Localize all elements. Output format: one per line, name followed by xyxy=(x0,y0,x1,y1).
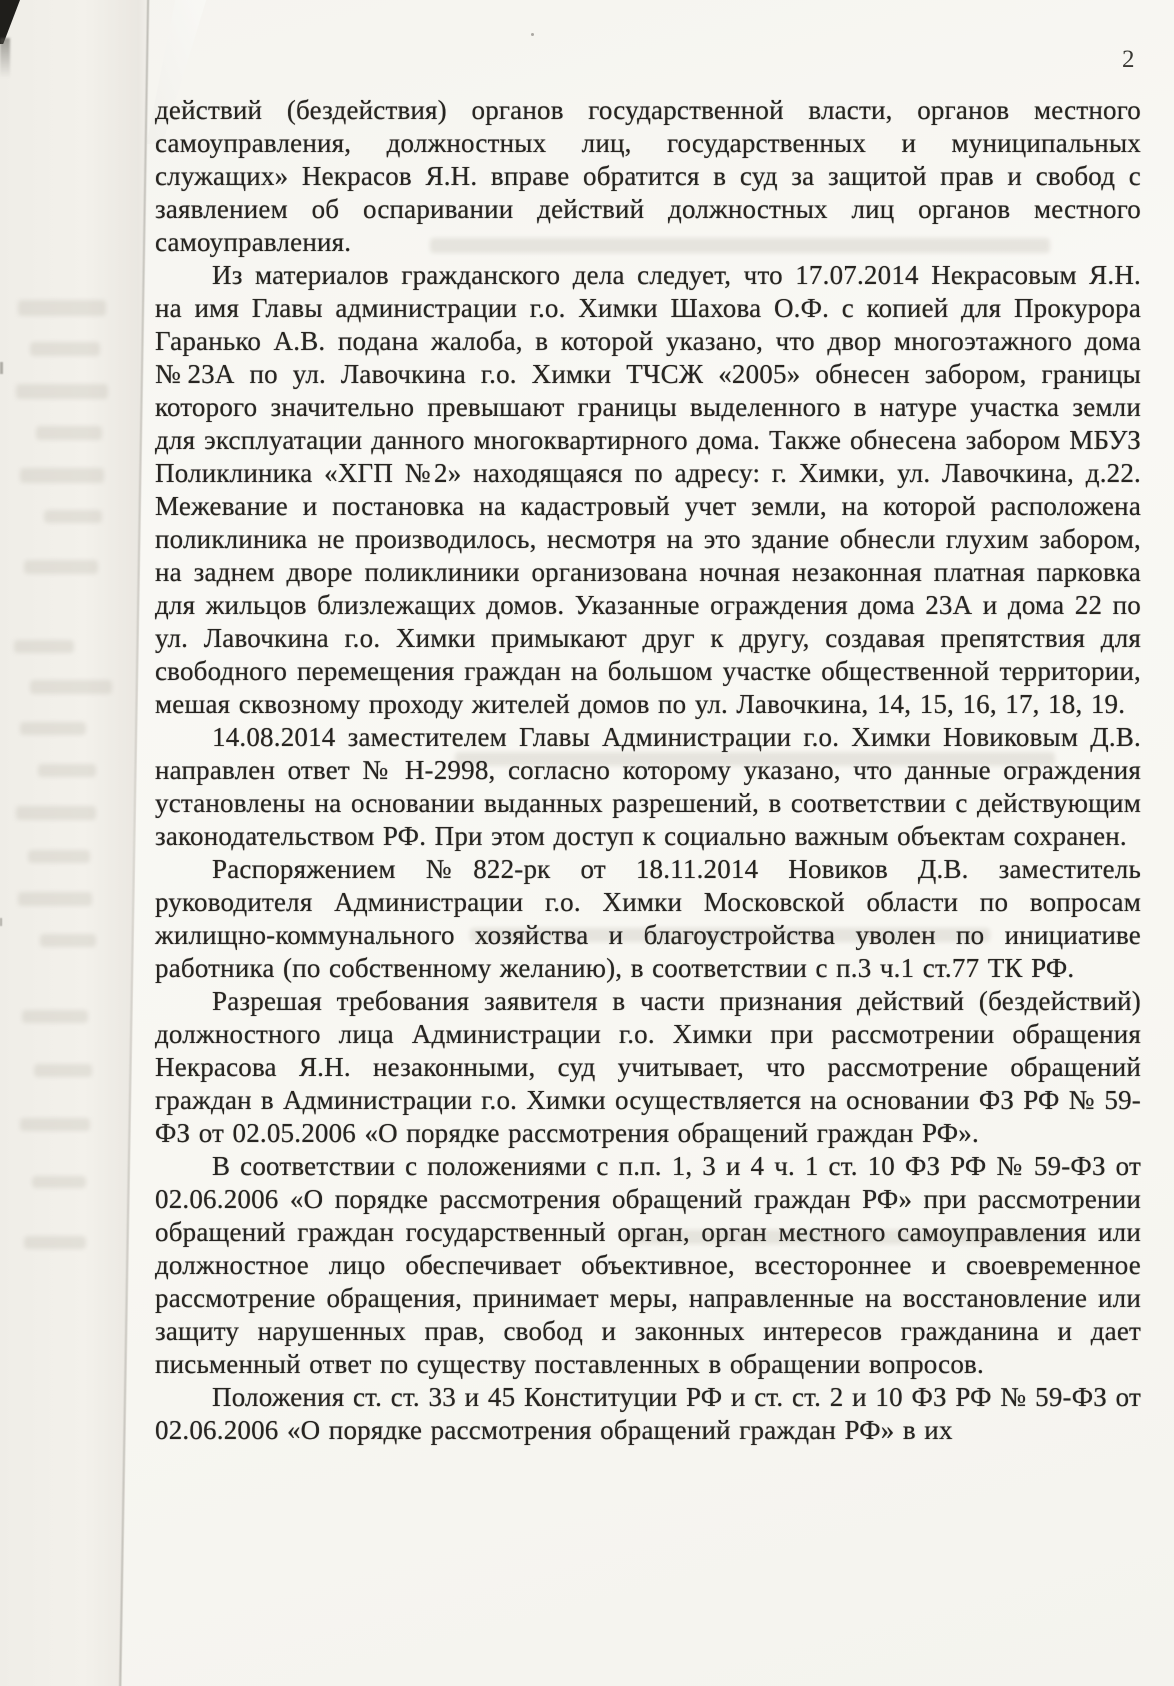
bleed-through-mark xyxy=(20,468,104,483)
bleed-through-mark xyxy=(28,850,90,863)
paragraph: Разрешая требования заявителя в части признания действий (бездействий) должностного лица Администрации г.о. Химки при рассмотрении обращения Некрасова Я.Н. незаконными, суд учитывает, что рассмотрение обращений граждан в Администрации г.о. Химки осуществляется на основании ФЗ РФ № 59-ФЗ от 02.05.2006 «О порядке рассмотрения обращений граждан РФ». xyxy=(155,986,1141,1148)
bleed-through-mark xyxy=(32,1176,86,1188)
bleed-through-mark xyxy=(38,764,96,777)
bleed-through-mark xyxy=(30,680,112,694)
scan-edge-mark xyxy=(0,362,3,374)
bleed-through-mark xyxy=(14,640,74,653)
paragraph: В соответствии с положениями с п.п. 1, 3 и 4 ч. 1 ст. 10 ФЗ РФ № 59-ФЗ от 02.06.2006 «О порядке рассмотрения обращений граждан РФ» при рассмотрении обращений граждан государственный орган, орган местного самоуправления или должностное лицо обеспечивает объективное, всестороннее и своевременное рассмотрение обращения, принимает меры, направленные на восстановление или защиту нарушенных прав, свобод и законных интересов гражданина и дает письменный ответ по существу поставленных в обращении вопросов. xyxy=(155,1151,1141,1379)
bleed-through-mark xyxy=(18,892,92,906)
bleed-through-mark xyxy=(20,1118,90,1131)
bleed-through-mark xyxy=(36,426,102,440)
bleed-through-mark xyxy=(40,934,96,947)
paragraph: Положения ст. ст. 33 и 45 Конституции РФ и ст. ст. 2 и 10 ФЗ РФ № 59-ФЗ от 02.06.2006 «О порядке рассмотрения обращений граждан РФ» в их xyxy=(155,1382,1141,1445)
paragraph: 14.08.2014 заместителем Главы Администрации г.о. Химки Новиковым Д.В. направлен ответ № Н-2998, согласно которому указано, что данные ограждения установлены на основании выданных разрешений, в соответствии с действующим законодательством РФ. При этом доступ к социально важным объектам сохранен. xyxy=(155,722,1141,851)
bleed-through-mark xyxy=(18,300,106,316)
bleed-through-mark xyxy=(30,342,100,356)
bleed-through-mark xyxy=(34,1064,92,1077)
bleed-through-mark xyxy=(20,722,86,735)
paragraph: действий (бездействия) органов государственной власти, органов местного самоуправления, должностных лиц, государственных и муниципальных служащих» Некрасов Я.Н. вправе обратится в суд за защитой прав и свобод с заявлением об оспаривании действий должностных лиц органов местного самоуправления. xyxy=(155,95,1141,257)
scan-speck xyxy=(531,33,534,36)
paragraph: Из материалов гражданского дела следует, что 17.07.2014 Некрасовым Я.Н. на имя Главы администрации г.о. Химки Шахова О.Ф. с копией для Прокурора Гаранько А.В. подана жалоба, в которой указано, что двор многоэтажного дома №23А по ул. Лавочкина г.о. Химки ТЧСЖ «2005» обнесен забором, границы которого значительно превышают границы выделенного в натуре участка земли для эксплуатации данного многоквартирного дома. Также обнесена забором МБУЗ Поликлиника «ХГП №2» находящаяся по адресу: г. Химки, ул. Лавочкина, д.22. Межевание и постановка на кадастровый учет земли, на которой расположена поликлиника не производилось, несмотря на это здание обнесли глухим забором, на заднем дворе поликлиники организована ночная незаконная платная парковка для жильцов близлежащих домов. Указанные ограждения дома 23А и дома 22 по ул. Лавочкина г.о. Химки примыкают друг к другу, создавая препятствия для свободного перемещения граждан на большом участке общественной территории, мешая сквозному проходу жителей домов по ул. Лавочкина, 14, 15, 16, 17, 18, 19. xyxy=(155,260,1141,719)
bleed-through-mark xyxy=(44,510,102,523)
paragraph: Распоряжением №822-рк от 18.11.2014 Новиков Д.В. заместитель руководителя Администрации г.о. Химки Московской области по вопросам жилищно-коммунального хозяйства и благоустройства уволен по инициативе работника (по собственному желанию), в соответствии с п.3 ч.1 ст.77 ТК РФ. xyxy=(155,854,1141,983)
page-number: 2 xyxy=(1122,46,1135,73)
bleed-through-mark xyxy=(24,560,98,574)
bleed-through-mark xyxy=(16,806,96,820)
bleed-through-mark xyxy=(22,1010,88,1023)
page-fold-shading xyxy=(0,0,154,1686)
scan-edge-mark xyxy=(0,918,2,926)
bleed-through-mark xyxy=(16,384,108,399)
scan-edge-shadow xyxy=(0,38,10,78)
document-text xyxy=(155,94,1141,1447)
bleed-through-mark xyxy=(24,1236,86,1249)
